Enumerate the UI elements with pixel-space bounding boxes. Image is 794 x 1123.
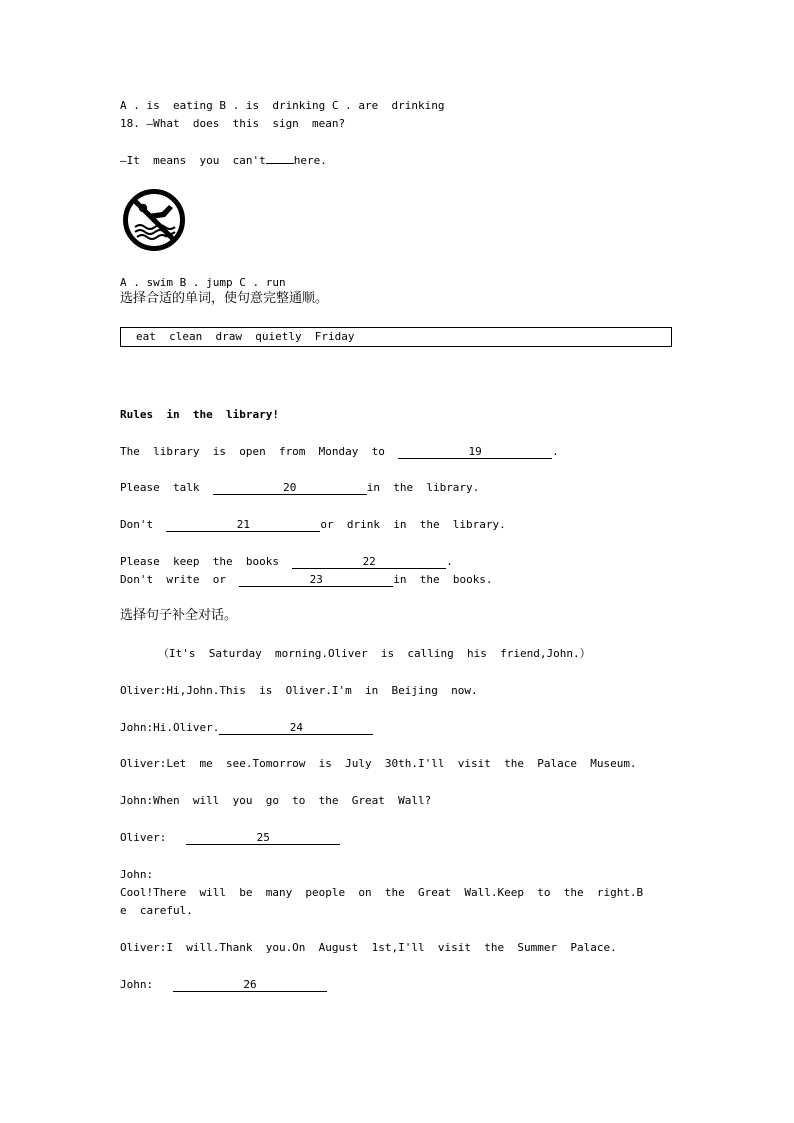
dialogue-line-8: John: 26 [120,978,327,992]
dialogue-line-6-speaker: John: [120,868,154,881]
q18-question: 18. —What does this sign mean? [120,117,346,130]
blank-25[interactable]: 25 [186,831,340,845]
blank-20[interactable]: 20 [213,481,367,495]
q18-blank[interactable] [266,163,294,164]
dialogue-instruction: 选择句子补全对话。 [120,608,238,623]
blank-24[interactable]: 24 [219,721,373,735]
blank-26[interactable]: 26 [173,978,327,992]
dialogue-line-2: John:Hi.Oliver. 24 [120,721,373,735]
dialogue-line-1: Oliver:Hi,John.This is Oliver.I'm in Beijing now. [120,684,478,697]
blank-23[interactable]: 23 [239,573,393,587]
rule-line-20: Please talk 20 in the library. [120,481,480,494]
dialogue-line-6-text: Cool!There will be many people on the Great Wall.Keep to the right.B [120,886,644,899]
q18-options: A . swim B . jump C . run [120,276,286,289]
blank-22[interactable]: 22 [292,555,446,569]
dialogue-context: （It's Saturday morning.Oliver is calling his friend,John.） [158,647,591,660]
rule-line-22: Please keep the books 22 . [120,555,453,568]
blank-21[interactable]: 21 [166,518,320,532]
rule-line-23: Don't write or 23 in the books. [120,573,493,586]
no-swimming-sign-icon [121,187,187,253]
dialogue-line-6-cont: e careful. [120,904,193,917]
word-bank-box: eat clean draw quietly Friday [120,327,672,347]
dialogue-line-5: Oliver: 25 [120,831,340,845]
q18-answer-post: here. [293,154,327,167]
word-section-instruction: 选择合适的单词，使句意完整通顺。 [120,291,329,306]
rule-line-19: The library is open from Monday to 19 . [120,445,559,458]
q17-options: A . is eating B . is drinking C . are drinking [120,99,445,112]
dialogue-line-4: John:When will you go to the Great Wall? [120,794,432,807]
dialogue-line-7: Oliver:I will.Thank you.On August 1st,I'll visit the Summer Palace. [120,941,617,954]
blank-19[interactable]: 19 [398,445,552,459]
q18-answer-pre: —It means you can't [120,154,266,167]
q18-answer [120,154,327,168]
rules-title: Rules in the library! [120,408,279,421]
rule-line-21: Don't 21 or drink in the library. [120,518,506,531]
dialogue-line-3: Oliver:Let me see.Tomorrow is July 30th.I'll visit the Palace Museum. [120,757,637,770]
